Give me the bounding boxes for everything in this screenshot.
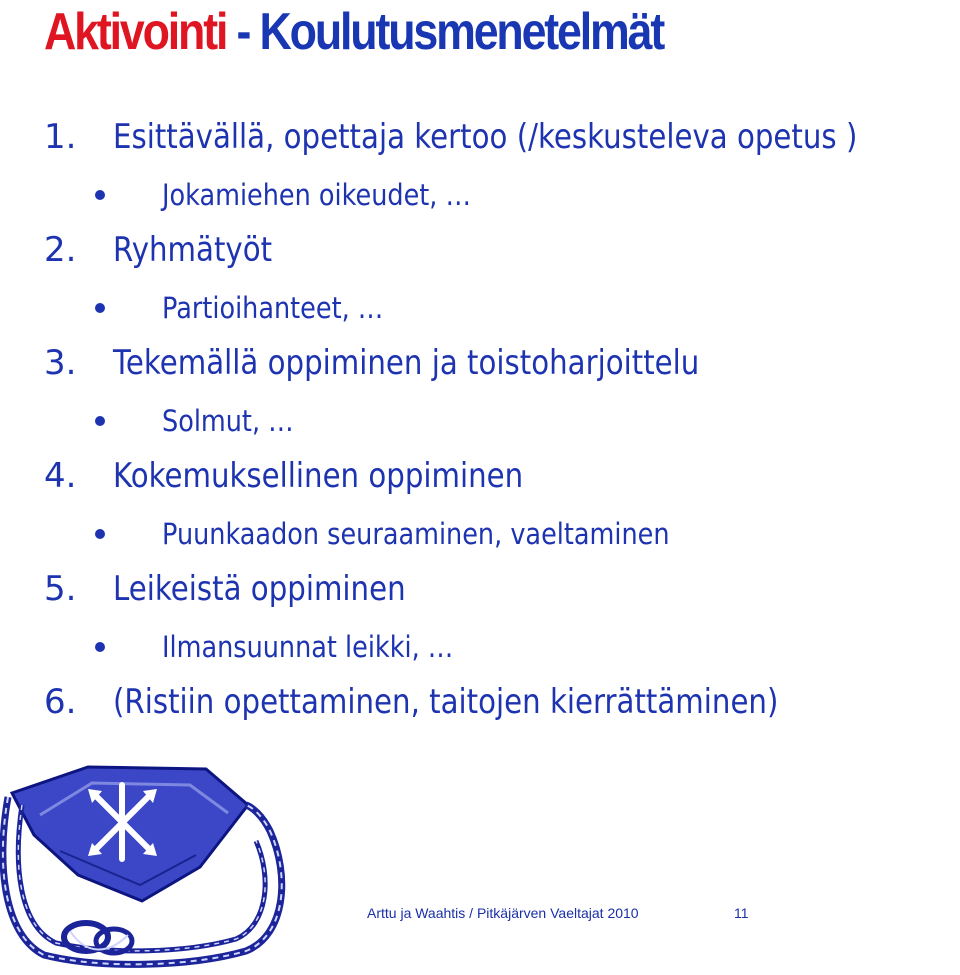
item-number: 4.	[44, 456, 77, 496]
bullet-icon	[95, 416, 105, 426]
item-text: Ryhmätyöt	[113, 230, 273, 270]
subitem-text: Ilmansuunnat leikki, …	[162, 630, 454, 664]
item-number: 2.	[44, 230, 77, 270]
bullet-icon	[95, 642, 105, 652]
scout-neckerchief-knot-icon	[0, 755, 300, 971]
item-text: (Ristiin opettaminen, taitojen kierrättäminen)	[113, 682, 779, 722]
item-text: Leikeistä oppiminen	[113, 569, 406, 609]
subitem-text: Puunkaadon seuraaminen, vaeltaminen	[162, 517, 670, 551]
bullet-icon	[95, 529, 105, 539]
item-text: Kokemuksellinen oppiminen	[113, 456, 524, 496]
item-number: 5.	[44, 569, 77, 609]
title-part-aktivointi: Aktivointi	[44, 3, 227, 61]
item-number: 1.	[44, 117, 77, 157]
title-part-koulutusmenetelmat: Koulutusmenetelmät	[259, 3, 664, 61]
item-number: 6.	[44, 682, 77, 722]
subitem-text: Jokamiehen oikeudet, …	[162, 178, 472, 212]
title-separator: -	[226, 3, 260, 61]
item-text: Esittävällä, opettaja kertoo (/keskusteleva opetus )	[113, 117, 858, 157]
subitem-text: Solmut, …	[162, 404, 294, 438]
slide-number: 11	[734, 905, 749, 921]
slide-title	[44, 2, 663, 62]
footer-author: Arttu ja Waahtis / Pitkäjärven Vaeltajat 2010	[367, 905, 639, 921]
bullet-icon	[95, 303, 105, 313]
bullet-icon	[95, 190, 105, 200]
subitem-text: Partioihanteet, …	[162, 291, 384, 325]
item-text: Tekemällä oppiminen ja toistoharjoittelu	[113, 343, 700, 383]
item-number: 3.	[44, 343, 77, 383]
